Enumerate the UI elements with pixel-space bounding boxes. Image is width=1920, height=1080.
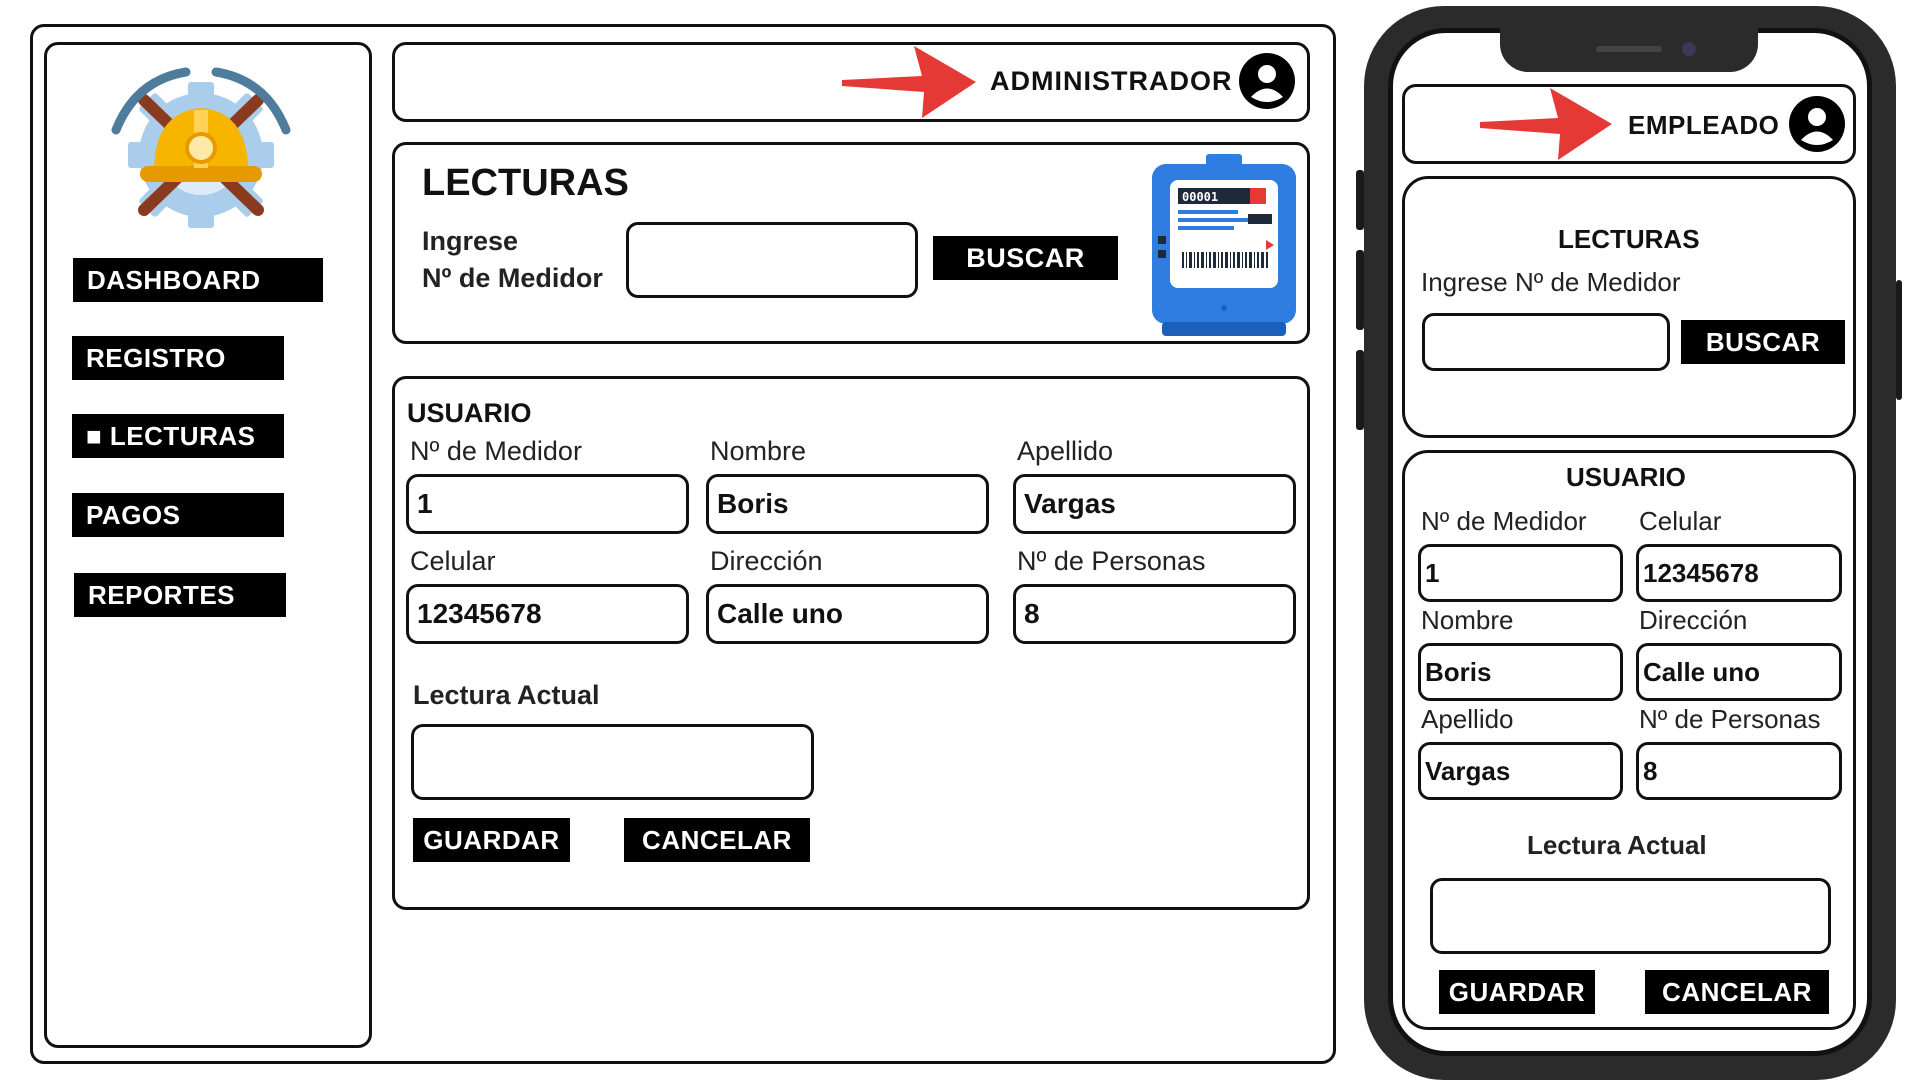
electric-meter-icon	[1152, 152, 1296, 338]
reading-label: Lectura Actual	[413, 680, 600, 710]
sidebar-item-dashboard[interactable]: DASHBOARD	[73, 258, 323, 302]
red-arrow-icon	[838, 42, 978, 122]
mobile-user-role-label: EMPLEADO	[1628, 110, 1780, 140]
sidebar-item-pagos[interactable]: PAGOS	[72, 493, 284, 537]
sidebar-item-reportes[interactable]: REPORTES	[74, 573, 286, 617]
mobile-label-nombre: Nombre	[1421, 605, 1514, 635]
mobile-label-medidor: Nº de Medidor	[1421, 506, 1587, 536]
mobile-apellido-field[interactable]: Vargas	[1418, 742, 1623, 800]
mobile-search-button[interactable]: BUSCAR	[1681, 320, 1845, 364]
label-direccion: Dirección	[710, 546, 823, 576]
mobile-label-apellido: Apellido	[1421, 704, 1514, 734]
page-title: LECTURAS	[422, 162, 629, 204]
phone-speaker	[1596, 46, 1662, 52]
mobile-reading-label: Lectura Actual	[1527, 830, 1707, 860]
phone-side-button	[1356, 250, 1364, 330]
mobile-label-personas: Nº de Personas	[1639, 704, 1821, 734]
personas-field[interactable]: 8	[1013, 584, 1296, 644]
user-avatar-icon[interactable]	[1238, 52, 1296, 110]
phone-side-button	[1356, 170, 1364, 230]
mobile-reading-input[interactable]	[1430, 878, 1831, 954]
label-nombre: Nombre	[710, 436, 807, 466]
mobile-search-label: Ingrese Nº de Medidor	[1421, 267, 1681, 297]
celular-field[interactable]: 12345678	[406, 584, 689, 644]
apellido-field[interactable]: Vargas	[1013, 474, 1296, 534]
user-section-title: USUARIO	[407, 398, 532, 428]
mobile-user-section-title: USUARIO	[1566, 462, 1686, 492]
search-label-line2: Nº de Medidor	[422, 263, 603, 293]
mobile-nombre-field[interactable]: Boris	[1418, 643, 1623, 701]
meter-search-input[interactable]	[626, 222, 918, 298]
label-medidor: Nº de Medidor	[410, 436, 582, 466]
label-personas: Nº de Personas	[1017, 546, 1206, 576]
mining-logo-icon	[96, 60, 306, 230]
mobile-page-title: LECTURAS	[1558, 224, 1700, 254]
mobile-label-direccion: Dirección	[1639, 605, 1748, 635]
mobile-celular-field[interactable]: 12345678	[1636, 544, 1842, 602]
sidebar-item-lecturas[interactable]: ■ LECTURAS	[72, 414, 284, 458]
mobile-meter-search-input[interactable]	[1422, 313, 1670, 371]
mobile-search-panel	[1402, 176, 1856, 438]
mobile-save-button[interactable]: GUARDAR	[1439, 970, 1595, 1014]
mobile-medidor-field[interactable]: 1	[1418, 544, 1623, 602]
search-button[interactable]: BUSCAR	[933, 236, 1118, 280]
red-arrow-icon	[1476, 84, 1614, 164]
direccion-field[interactable]: Calle uno	[706, 584, 989, 644]
medidor-field[interactable]: 1	[406, 474, 689, 534]
label-apellido: Apellido	[1017, 436, 1114, 466]
meter-display: 00001	[1182, 190, 1219, 204]
label-celular: Celular	[410, 546, 496, 576]
cancel-button[interactable]: CANCELAR	[624, 818, 810, 862]
user-role-label: ADMINISTRADOR	[990, 66, 1233, 96]
phone-side-button	[1896, 280, 1902, 400]
mobile-label-celular: Celular	[1639, 506, 1722, 536]
user-avatar-icon[interactable]	[1788, 95, 1846, 153]
mobile-direccion-field[interactable]: Calle uno	[1636, 643, 1842, 701]
mobile-personas-field[interactable]: 8	[1636, 742, 1842, 800]
nombre-field[interactable]: Boris	[706, 474, 989, 534]
search-label-line1: Ingrese	[422, 226, 519, 256]
sidebar-item-registro[interactable]: REGISTRO	[72, 336, 284, 380]
mobile-cancel-button[interactable]: CANCELAR	[1645, 970, 1829, 1014]
phone-camera	[1682, 42, 1696, 56]
phone-side-button	[1356, 350, 1364, 430]
reading-input[interactable]	[411, 724, 814, 800]
save-button[interactable]: GUARDAR	[413, 818, 570, 862]
